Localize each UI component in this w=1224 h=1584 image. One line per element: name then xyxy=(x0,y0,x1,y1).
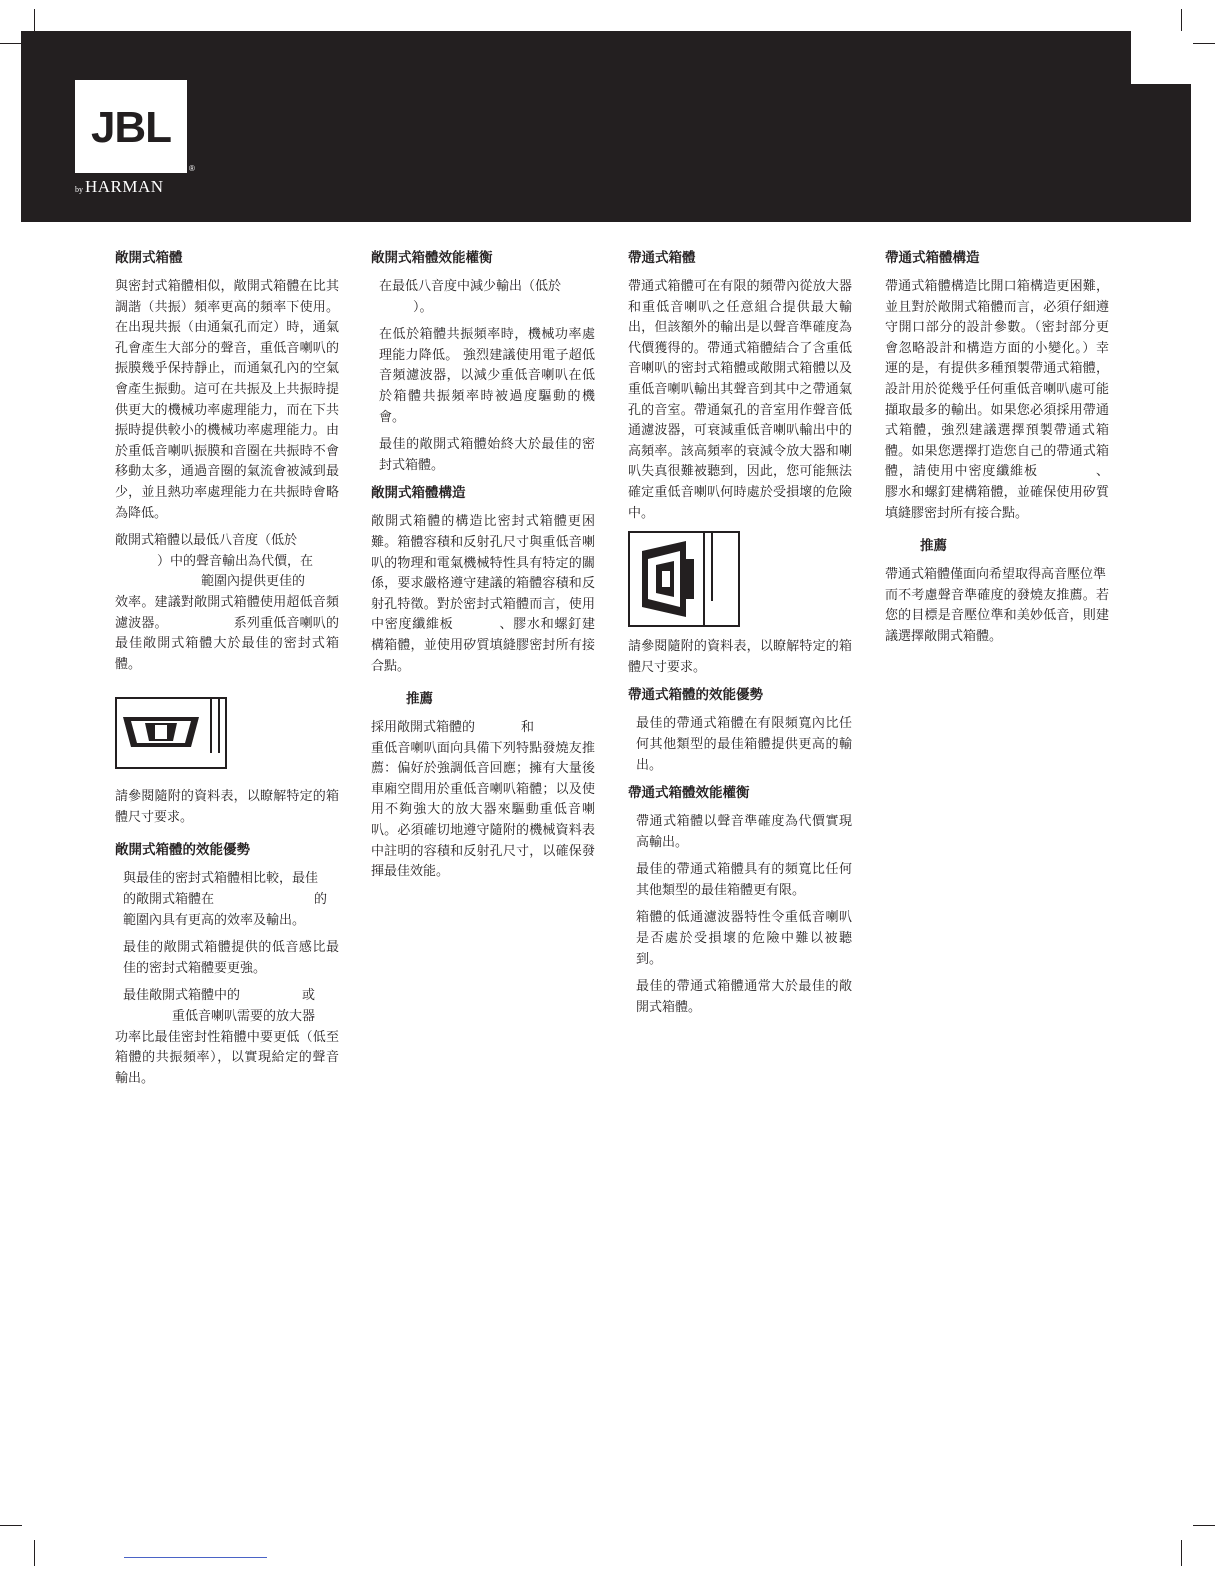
text-run: 低音喇叭的最佳敞開式箱體大於最佳的密封式箱體。 xyxy=(115,615,339,672)
header-notch xyxy=(1131,31,1193,84)
text-run: 和 xyxy=(521,720,535,736)
text-run: 帶通式箱體構造比開口箱構造更困難，並且對於敞開式箱體而言，必須仔細遵守開口部分的設計參數。（密封部分更會忽略設計和構造方面的小變化。）幸運的是，有提供多種預製帶通式箱體，設計用於從幾乎任何重低音喇叭處可能擷取最多的輸出。如果您必須採用帶通式箱體，強烈建議選擇預製帶通式箱體。如果您選擇打造您自己的帶通式箱體，請使用中密度纖維板 xyxy=(885,279,1109,480)
text-run xyxy=(115,554,157,569)
text-run xyxy=(379,300,413,315)
ported-advantage-3 xyxy=(115,986,339,1089)
text-run: 、膠水和螺 xyxy=(885,464,1109,500)
ported-tradeoff-2: 在低於箱體共振頻率時，機械功率處理能力降低。 強烈建議使用電子超低音頻濾波器，以減少重低音喇叭在低於箱體共振頻率時被過度驅動的機會。 xyxy=(379,327,595,425)
heading-bandpass-tradeoffs: 帶通式箱體效能權衡 xyxy=(628,785,750,802)
jbl-logo xyxy=(75,80,187,173)
heading-ported-construction: 敞開式箱體構造 xyxy=(371,485,466,502)
ported-construction-paragraph xyxy=(371,512,595,677)
text-run: 或 xyxy=(302,988,316,1004)
header-band xyxy=(21,31,1191,222)
text-run: 範圍內具有更高的效率及輸出。 xyxy=(123,912,306,928)
bandpass-tradeoff-2: 最佳的帶通式箱體具有的頻寬比任何其他類型的最佳箱體更有限。 xyxy=(636,862,852,898)
text-run: 的 xyxy=(314,892,328,908)
text-run: 、膠水和螺釘 xyxy=(499,617,582,633)
heading-ported-advantages: 敞開式箱體的效能優勢 xyxy=(115,842,250,859)
text-run: 釘建構箱體，並確保使用矽質填縫膠密封所有接合點。 xyxy=(885,484,1109,521)
jbl-logo-text: JBL xyxy=(90,103,172,152)
ported-advantage-2: 最佳的敞開式箱體提供的低音感比最佳的密封式箱體要更強。 xyxy=(123,940,339,976)
heading-bandpass-enclosure: 帶通式箱體 xyxy=(628,250,696,266)
text-run xyxy=(475,720,521,735)
text-run: 最佳敞開式箱體中的 xyxy=(123,988,241,1004)
bandpass-datasheet-note: 請參閱隨附的資料表，以瞭解特定的箱體尺寸要求。 xyxy=(628,639,852,675)
column-1 xyxy=(115,248,339,1096)
column-2 xyxy=(371,248,595,890)
footer-link-underline xyxy=(124,1557,267,1558)
text-run: 而不考慮聲音準確度的發燒友推薦。若您的目標是音壓位準和美妙低音，則建議選擇敞開式箱體。 xyxy=(885,587,1109,644)
text-run: 採用敞開式箱體的 xyxy=(371,720,476,736)
text-run xyxy=(115,574,201,589)
text-run: 建構箱體，並使用矽質填縫膠密封所有接合點。 xyxy=(371,617,595,674)
bandpass-enclosure-diagram xyxy=(628,531,740,627)
bandpass-construction-paragraph xyxy=(885,277,1109,524)
text-run: ）。 xyxy=(413,299,433,315)
harman-logo xyxy=(75,178,164,199)
crop-mark-bottom-right-v xyxy=(1181,1540,1182,1566)
harman-by: by xyxy=(75,185,83,194)
text-run: 系列重 xyxy=(233,615,274,631)
text-run xyxy=(168,616,234,631)
column-3 xyxy=(628,248,852,1025)
ported-intro-paragraph: 與密封式箱體相似，敞開式箱體在比其調諧（共振）頻率更高的頻率下使用。在出現共振（由通氣孔而定）時，通氣孔會產生大部分的聲音，重低音喇叭的振膜幾乎保持靜止，而通氣孔內的空氣會產生振動。這可在共振及上共振時提供更大的機械功率處理能力，而在下共振時提供較小的機械功率處理能力。由於重低音喇叭振膜和音圈在共振時不會移動太多，通過音圈的氣流會被減到最少，並且熱功率處理能力在共振時會略為降低。 xyxy=(115,279,339,521)
ported-datasheet-note: 請參閱隨附的資料表，以瞭解特定的箱體尺寸要求。 xyxy=(115,789,339,825)
text-run: 重低音喇叭面向具備下列特點發燒友推薦：偏好於強調低音回應；擁有大量後車廂空間用於重低音喇叭箱體；以及使用不夠強大的放大器來驅動重低音喇叭。必須確切地遵守隨附的機械資料表中註明的容積和反射孔尺寸，以確保發揮最佳效能。 xyxy=(371,740,595,880)
heading-ported-recommendation: 推薦 xyxy=(406,691,433,708)
bandpass-intro-paragraph: 帶通式箱體可在有限的頻帶內從放大器和重低音喇叭之任意組合提供最大輸出，但該額外的輸出是以聲音準確度為代價獲得的。帶通式箱體結合了含重低音喇叭的密封式箱體或敞開式箱體以及重低音喇叭輸出其聲音到其中之帶通氣孔的音室。帶通氣孔的音室用作聲音低通濾波器，可衰減重低音喇叭輸出中的高頻率。該高頻率的衰減令放大器和喇叭失真很難被聽到，因此，您可能無法確定重低音喇叭何時處於受損壞的危險中。 xyxy=(628,279,852,521)
bandpass-recommendation-paragraph xyxy=(885,565,1109,647)
crop-mark-top-left-h xyxy=(0,43,22,44)
text-run: 功率比最佳密封性箱體中要更低（低至箱體的共振頻率），以實現給定的聲音輸出。 xyxy=(115,1029,339,1086)
ported-tradeoff-paragraph xyxy=(115,531,339,675)
heading-bandpass-advantages: 帶通式箱體的效能優勢 xyxy=(628,687,763,704)
heading-ported-enclosure: 敞開式箱體 xyxy=(115,250,183,266)
crop-mark-top-right-h xyxy=(1193,43,1215,44)
heading-bandpass-construction: 帶通式箱體構造 xyxy=(885,250,980,266)
text-run: 在最低八音度中減少輸出（低於 xyxy=(379,279,562,294)
ported-enclosure-diagram xyxy=(115,697,227,769)
text-run: 帶通式箱體僅面向希望取得高音壓位準 xyxy=(885,567,1107,583)
text-run: 範圍內提供更佳的 xyxy=(201,574,306,590)
heading-bandpass-recommendation: 推薦 xyxy=(920,538,947,555)
text-run: 與最佳的密封式箱體相比較，最佳 xyxy=(123,871,319,887)
bandpass-tradeoff-3: 箱體的低通濾波器特性令重低音喇叭是否處於受損壞的危險中難以被聽到。 xyxy=(636,910,852,967)
ported-tradeoff-3: 最佳的敞開式箱體始終大於最佳的密封式箱體。 xyxy=(379,437,595,473)
crop-mark-bottom-right-h xyxy=(1193,1525,1215,1526)
text-run: 敞開式箱體的構造比密封式箱體更困難。箱體容積和反射孔尺寸與重低音喇叭的物理和電氣機械特性具有特定的關係，要求嚴格遵守建議的箱體容積和反射孔特徵。對於密封式箱體而言，使用中密度纖維板 xyxy=(371,514,595,633)
crop-mark-bottom-left-h xyxy=(0,1525,22,1526)
ported-recommendation-paragraph xyxy=(371,718,595,883)
ported-advantage-1 xyxy=(115,869,339,931)
heading-ported-tradeoffs: 敞開式箱體效能權衡 xyxy=(371,250,493,266)
text-run xyxy=(214,892,314,907)
text-run: 的敞開式箱體在 xyxy=(123,892,215,908)
text-run: 重低音喇叭需要的放大器 xyxy=(172,1009,316,1025)
bandpass-advantage-1: 最佳的帶通式箱體在有限頻寬內比任何其他類型的最佳箱體提供更高的輸出。 xyxy=(636,716,852,773)
text-run xyxy=(115,988,123,1003)
text-run xyxy=(453,617,499,632)
text-run: ）中的聲音輸出為代價，在 xyxy=(157,553,314,569)
bandpass-tradeoff-4: 最佳的帶通式箱體通常大於最佳的敞開式箱體。 xyxy=(636,979,852,1015)
column-4 xyxy=(885,248,1109,655)
bandpass-tradeoff-1: 帶通式箱體以聲音準確度為代價實現高輸出。 xyxy=(636,814,852,850)
text-run: 敞開式箱體以最低八音度（低於 xyxy=(115,533,298,549)
crop-mark-bottom-left-v xyxy=(34,1540,35,1566)
text-run xyxy=(240,988,302,1003)
ported-tradeoff-1 xyxy=(371,277,595,318)
text-run xyxy=(1038,464,1096,479)
registered-mark: ® xyxy=(189,164,195,173)
harman-name: HARMAN xyxy=(85,177,164,196)
text-run xyxy=(115,1009,172,1024)
text-run: 效率。建議對敞開式箱體使用超低音頻濾波器。 xyxy=(115,594,339,631)
text-run xyxy=(1106,567,1136,582)
